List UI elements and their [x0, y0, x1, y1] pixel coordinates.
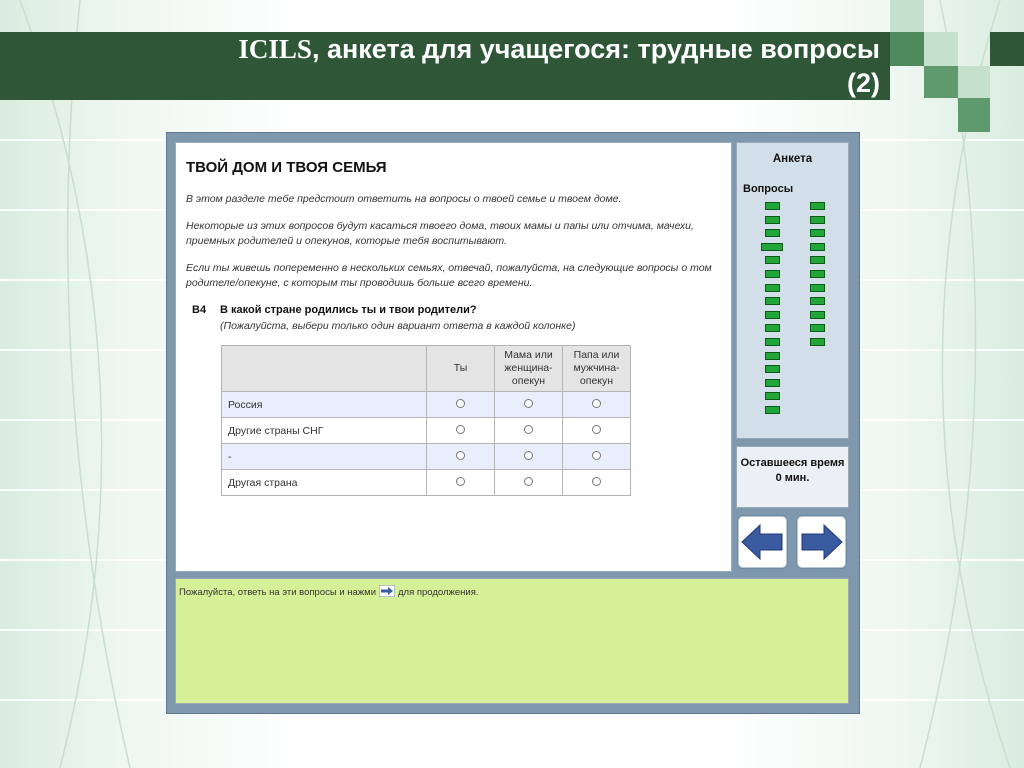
question-indicator[interactable]	[765, 284, 780, 292]
question-number: В4	[192, 304, 207, 316]
questionnaire-progress-panel	[736, 142, 849, 439]
question-indicator[interactable]	[810, 311, 825, 319]
radio-russia-father[interactable]	[592, 399, 601, 408]
question-indicator[interactable]	[810, 202, 825, 210]
question-hint: (Пожалуйста, выбери только один вариант ответа в каждой колонке)	[220, 320, 576, 332]
row-label-dash: -	[222, 444, 427, 470]
decor-square	[958, 66, 990, 98]
instruction-panel	[175, 578, 849, 704]
table-row	[222, 418, 631, 444]
table-row	[222, 444, 631, 470]
decor-square	[890, 32, 924, 66]
header-empty	[222, 346, 427, 392]
decor-square	[890, 0, 924, 32]
decor-square	[958, 98, 990, 132]
section-title: ТВОЙ ДОМ И ТВОЯ СЕМЬЯ	[186, 159, 387, 176]
radio-cis-mother[interactable]	[524, 425, 533, 434]
question-indicator[interactable]	[765, 379, 780, 387]
radio-other-father[interactable]	[592, 477, 601, 486]
radio-other-you[interactable]	[456, 477, 465, 486]
title-line1: , анкета для учащегося: трудные вопросы	[311, 34, 880, 64]
question-indicator[interactable]	[765, 338, 780, 346]
question-indicator[interactable]	[810, 270, 825, 278]
column-header-father: Папа или мужчина-опекун	[563, 346, 631, 392]
title-prefix: ICILS	[238, 34, 312, 64]
arrow-right-icon	[379, 585, 395, 600]
question-indicator[interactable]	[761, 243, 783, 251]
radio-dash-mother[interactable]	[524, 451, 533, 460]
question-indicator[interactable]	[765, 229, 780, 237]
question-indicator[interactable]	[810, 256, 825, 264]
question-indicator[interactable]	[765, 270, 780, 278]
time-value: 0 мин.	[775, 472, 810, 484]
row-label-cis: Другие страны СНГ	[222, 418, 427, 444]
question-indicator[interactable]	[765, 297, 780, 305]
question-indicator[interactable]	[765, 202, 780, 210]
row-label-other: Другая страна	[222, 470, 427, 496]
row-label-russia: Россия	[222, 392, 427, 418]
back-button[interactable]	[737, 515, 788, 569]
column-header-you: Ты	[427, 346, 495, 392]
content-panel	[175, 142, 732, 572]
table-row	[222, 470, 631, 496]
question-indicator[interactable]	[810, 297, 825, 305]
question-indicator[interactable]	[765, 256, 780, 264]
radio-cis-father[interactable]	[592, 425, 601, 434]
slide-title	[0, 32, 880, 100]
answer-table	[221, 345, 631, 496]
question-indicator[interactable]	[765, 352, 780, 360]
intro-paragraph-3: Если ты живешь попеременно в нескольких семьях, отвечай, пожалуйста, на следующие вопросы о том родителе/опекуне, с которым ты проводишь больше всего времени.	[186, 262, 712, 289]
radio-other-mother[interactable]	[524, 477, 533, 486]
decor-square	[990, 32, 1024, 66]
intro-paragraph-1: В этом разделе тебе предстоит ответить на вопросы о твоей семье и твоем доме.	[186, 193, 622, 205]
next-button[interactable]	[796, 515, 847, 569]
question-indicator[interactable]	[810, 284, 825, 292]
instruction-after: для продолжения.	[398, 587, 479, 599]
decor-square	[924, 32, 958, 66]
question-indicator[interactable]	[765, 392, 780, 400]
intro-paragraph-2: Некоторые из этих вопросов будут касаться твоего дома, твоих мамы и папы или отчима, мачехи, приемных родителей и опекунов, которые тебя воспитывают.	[186, 220, 694, 247]
question-indicator[interactable]	[810, 243, 825, 251]
question-indicator[interactable]	[810, 324, 825, 332]
radio-russia-you[interactable]	[456, 399, 465, 408]
question-indicator[interactable]	[810, 338, 825, 346]
questions-label: Вопросы	[743, 183, 794, 195]
question-text: В какой стране родились ты и твои родители?	[220, 304, 477, 316]
question-indicator[interactable]	[765, 406, 780, 414]
instruction-before: Пожалуйста, ответь на эти вопросы и нажми	[179, 587, 376, 599]
question-indicator[interactable]	[765, 365, 780, 373]
radio-dash-father[interactable]	[592, 451, 601, 460]
decor-square	[924, 66, 958, 98]
time-remaining-panel	[736, 446, 849, 508]
time-label: Оставшееся время	[740, 457, 845, 469]
arrow-right-icon	[797, 516, 846, 568]
radio-dash-you[interactable]	[456, 451, 465, 460]
question-indicator[interactable]	[765, 324, 780, 332]
radio-cis-you[interactable]	[456, 425, 465, 434]
column-header-mother: Мама или женщина-опекун	[495, 346, 563, 392]
question-indicator[interactable]	[810, 229, 825, 237]
title-line2: (2)	[847, 68, 880, 98]
sidebar-heading: Анкета	[772, 153, 813, 165]
table-row	[222, 392, 631, 418]
instruction-text	[179, 585, 479, 600]
answer-table-header	[222, 346, 631, 392]
radio-russia-mother[interactable]	[524, 399, 533, 408]
question-indicator[interactable]	[765, 311, 780, 319]
arrow-left-icon	[738, 516, 787, 568]
question-indicator[interactable]	[765, 216, 780, 224]
question-indicator[interactable]	[810, 216, 825, 224]
